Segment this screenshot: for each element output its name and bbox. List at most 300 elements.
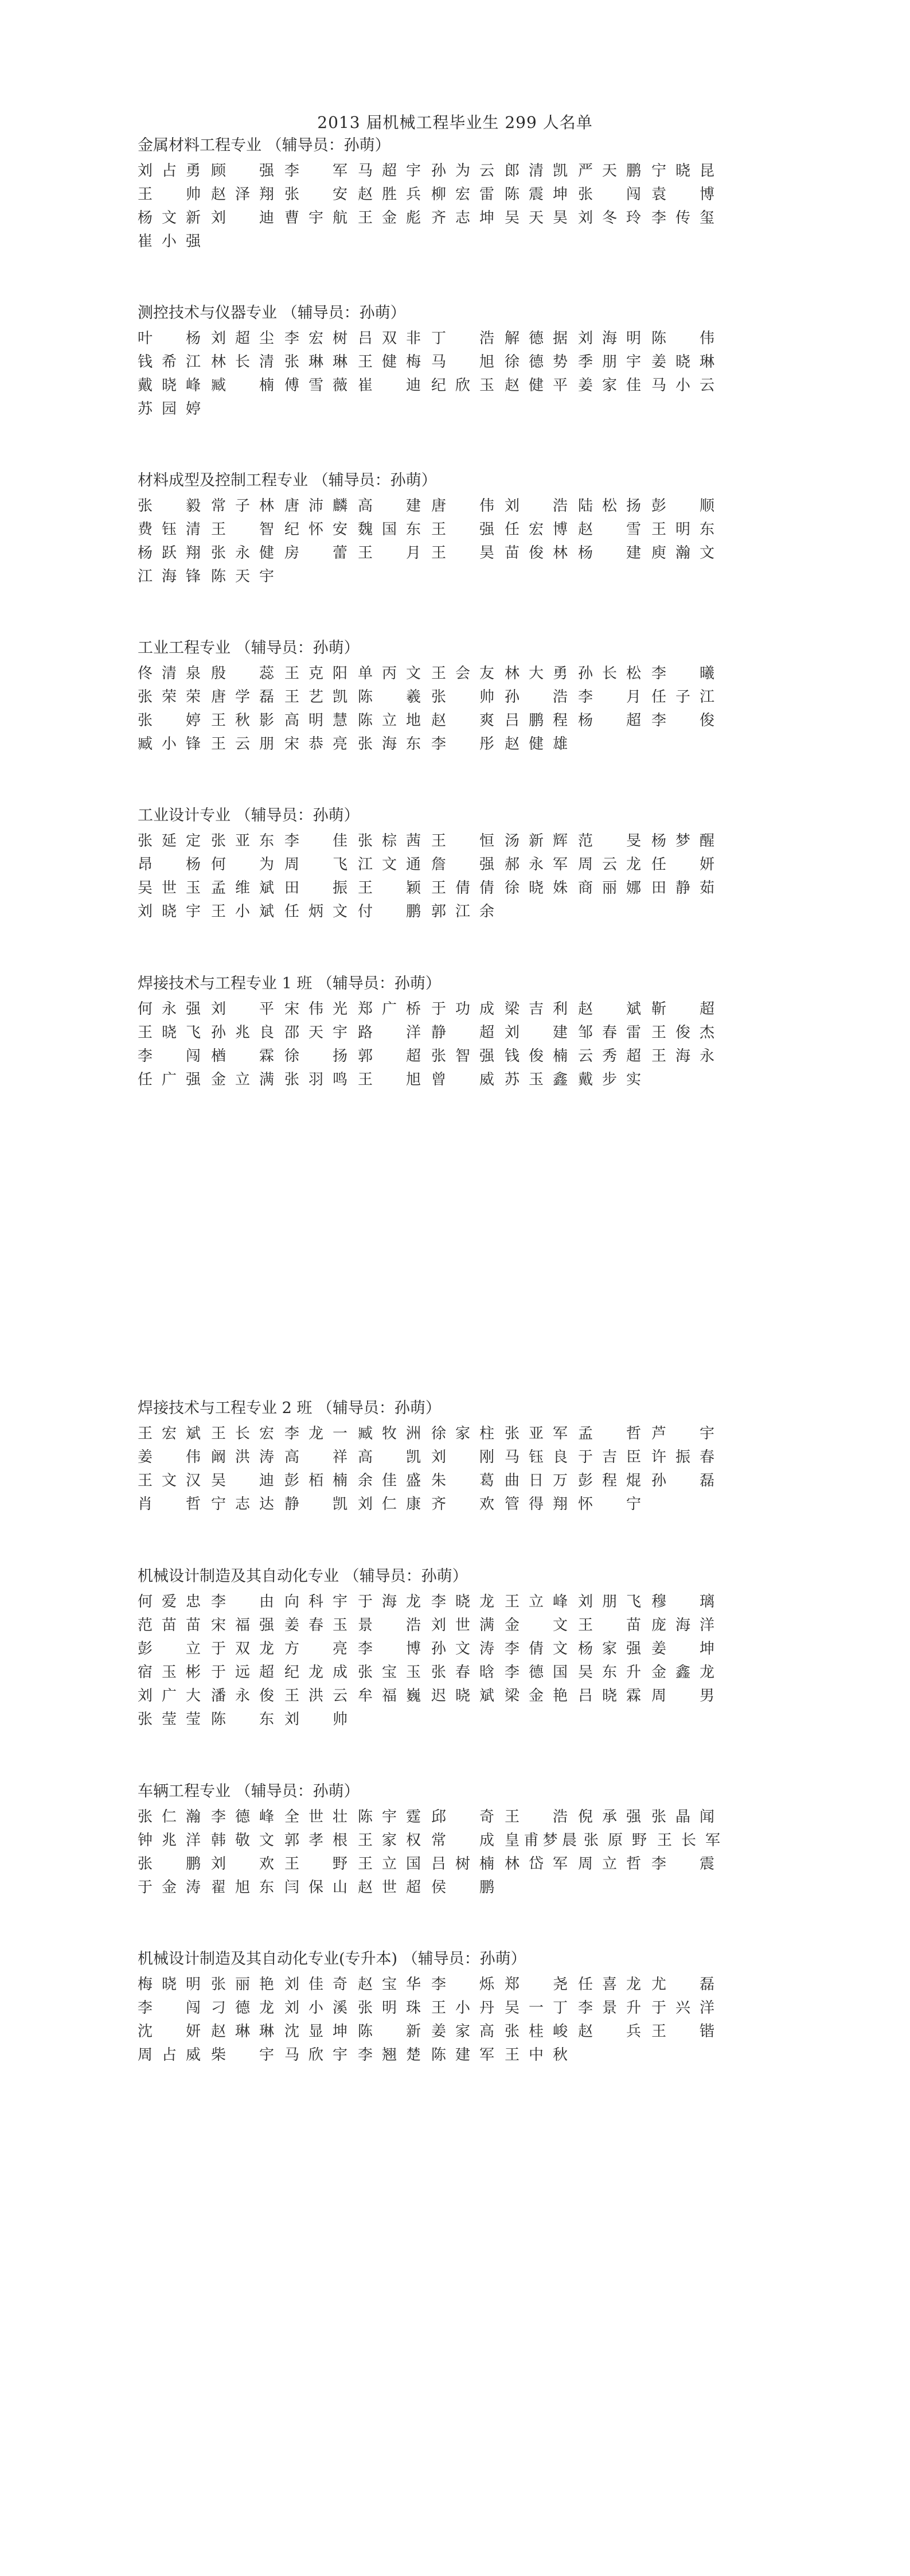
student-name: 高 凯: [358, 1448, 421, 1466]
student-name: 张明珠: [358, 1999, 421, 2017]
student-name: 张琳琳: [284, 353, 347, 371]
student-name: 刘 刚: [431, 1448, 494, 1466]
student-name: 孙长松: [578, 664, 641, 682]
student-name: 柳宏雷: [431, 185, 494, 203]
student-name: 王克阳: [284, 664, 347, 682]
student-name: 钟兆洋: [138, 1831, 201, 1849]
student-name: 向科宇: [284, 1593, 347, 1610]
student-name: 陈 羲: [358, 688, 421, 706]
name-row: [138, 1852, 900, 1875]
name-row: [138, 494, 900, 517]
student-name: 赵健平: [505, 376, 568, 394]
student-name: 张宝玉: [358, 1663, 421, 1681]
student-name: 金 文: [505, 1616, 568, 1634]
student-name: 唐 伟: [431, 497, 494, 515]
student-name: 孙文涛: [431, 1640, 494, 1657]
name-row: [138, 229, 900, 253]
student-name: 钱希江: [138, 353, 201, 371]
student-name: 吴世玉: [138, 879, 201, 897]
student-name: 王中秋: [505, 2046, 568, 2064]
student-name: 宁志达: [211, 1495, 274, 1513]
student-name: 邵天宇: [284, 1024, 347, 1041]
student-name: 张莹莹: [138, 1710, 201, 1728]
student-name: 刘 平: [211, 1000, 274, 1018]
student-name: 王 苗: [578, 1616, 641, 1634]
student-name: 张桂峻: [505, 2022, 568, 2040]
student-name: 郑广桥: [358, 1000, 421, 1018]
student-name: 王 野: [284, 1855, 347, 1873]
student-name: 金鑫龙: [651, 1663, 714, 1681]
student-name: 李 彤: [431, 735, 494, 753]
student-name: 马钰良: [505, 1448, 568, 1466]
student-name: 芦 宇: [651, 1425, 714, 1442]
student-name: 陈 新: [358, 2022, 421, 2040]
student-name: 刘 建: [505, 1024, 568, 1041]
name-row: [138, 685, 900, 709]
student-name: 杨家强: [578, 1640, 641, 1657]
student-name: 刘 欢: [211, 1855, 274, 1873]
student-name: 于海龙: [358, 1593, 421, 1610]
name-row: [138, 1828, 900, 1852]
student-name: 牟福巍: [358, 1687, 421, 1705]
student-name: 何 为: [211, 855, 274, 873]
student-name: 于兴洋: [651, 1999, 714, 2017]
student-name: 于功成: [431, 1000, 494, 1018]
student-name: 江海锋: [138, 567, 201, 585]
student-name: 陈宇霆: [358, 1808, 421, 1826]
student-name: 曹宇航: [284, 209, 347, 227]
name-list: [138, 1590, 900, 1731]
student-name: 林长清: [211, 353, 274, 371]
student-name: 徐 扬: [284, 1047, 347, 1065]
student-name: 赵世超: [358, 1878, 421, 1896]
student-name: 郑 尧: [505, 1975, 568, 1993]
student-name: 钱俊楠: [505, 1047, 568, 1065]
name-row: [138, 997, 900, 1021]
student-name: 彭栢楠: [284, 1472, 347, 1489]
student-name: 房 蕾: [284, 544, 347, 562]
student-name: 高 祥: [284, 1448, 347, 1466]
student-name: 李 月: [578, 688, 641, 706]
student-name: 吴一丁: [505, 1999, 568, 2017]
student-name: 姜晓琳: [651, 353, 714, 371]
student-name: 马超宇: [358, 162, 421, 180]
student-name: 何永强: [138, 1000, 201, 1018]
name-section: [138, 1398, 900, 1516]
student-name: 刘冬玲: [578, 209, 641, 227]
student-name: 张 婷: [138, 711, 201, 729]
name-row: [138, 206, 900, 229]
student-name: 景 浩: [358, 1616, 421, 1634]
student-name: 张亚东: [211, 832, 274, 850]
student-name: 郎清凯: [505, 162, 568, 180]
student-name: 田 振: [284, 879, 347, 897]
name-row: [138, 397, 900, 421]
name-list: [138, 1422, 900, 1516]
student-name: 靳 超: [651, 1000, 714, 1018]
student-name: 朱 葛: [431, 1472, 494, 1489]
student-name: 孙 浩: [505, 688, 568, 706]
student-name: 张 鹏: [138, 1855, 201, 1873]
student-name: 孙 磊: [651, 1472, 714, 1489]
student-name: 陈建军: [431, 2046, 494, 2064]
name-row: [138, 182, 900, 206]
name-row: [138, 661, 900, 685]
student-name: 李晓龙: [431, 1593, 494, 1610]
student-name: 王 浩: [505, 1808, 568, 1826]
student-name: 邹春雷: [578, 1024, 641, 1041]
student-name: 苏园婷: [138, 400, 201, 418]
student-name: 刘广大: [138, 1687, 201, 1705]
student-name: 季朋宇: [578, 353, 641, 371]
student-name: 吕树楠: [431, 1855, 494, 1873]
student-name: 任 妍: [651, 855, 714, 873]
student-name: 王立国: [358, 1855, 421, 1873]
student-name: 侯 鹏: [431, 1878, 494, 1896]
student-name: 苗俊林: [505, 544, 568, 562]
student-name: 林岱军: [505, 1855, 568, 1873]
name-row: [138, 1613, 900, 1637]
student-name: 王 恒: [431, 832, 494, 850]
student-name: 齐 欢: [431, 1495, 494, 1513]
student-name: 张棕茜: [358, 832, 421, 850]
student-name: 王晓飞: [138, 1024, 201, 1041]
student-name: 赵泽翔: [211, 185, 274, 203]
student-name: 宋伟光: [284, 1000, 347, 1018]
student-name: 姜 伟: [138, 1448, 201, 1466]
student-name: 任炳文: [284, 902, 347, 920]
student-name: 臧 楠: [211, 376, 274, 394]
student-name: 梅晓明: [138, 1975, 201, 1993]
student-name: 王 强: [431, 520, 494, 538]
student-name: 戴晓峰: [138, 376, 201, 394]
student-name: 吕双非: [358, 329, 421, 347]
student-name: 王 颖: [358, 879, 421, 897]
student-name: 刘佳奇: [284, 1975, 347, 1993]
student-name: 云秀超: [578, 1047, 641, 1065]
name-list: [138, 661, 900, 756]
student-name: 王文汉: [138, 1472, 201, 1489]
student-name: 余佳盛: [358, 1472, 421, 1489]
student-name: 刘世满: [431, 1616, 494, 1634]
student-name: 张亚军: [505, 1425, 568, 1442]
student-name: 徐德势: [505, 353, 568, 371]
section-title: 测控技术与仪器专业 （辅导员：孙萌）: [138, 304, 406, 322]
student-name: 赵 雪: [578, 520, 641, 538]
student-name: 刘小溪: [284, 1999, 347, 2017]
student-name: 赵琳琳: [211, 2022, 274, 2040]
student-name: 傅雪薇: [284, 376, 347, 394]
name-row: [138, 1637, 900, 1660]
student-name: 詹 强: [431, 855, 494, 873]
student-name: 李德国: [505, 1663, 568, 1681]
student-name: 怀 宁: [578, 1495, 641, 1513]
student-name: 张原野: [584, 1831, 647, 1849]
student-name: 于金涛: [138, 1878, 201, 1896]
student-name: 赵 兵: [578, 2022, 641, 2040]
student-name: 邱 奇: [431, 1808, 494, 1826]
student-name: 高明慧: [284, 711, 347, 729]
name-row: [138, 1469, 900, 1492]
student-name: 崔 迪: [358, 376, 421, 394]
student-name: 李倩文: [505, 1640, 568, 1657]
section-title: 材料成型及控制工程专业 （辅导员：孙萌）: [138, 472, 437, 489]
student-name: 任喜龙: [578, 1975, 641, 1993]
student-name: 王俊杰: [651, 1024, 714, 1041]
student-name: 王长宏: [211, 1425, 274, 1442]
name-list: [138, 1972, 900, 2067]
student-name: 王 智: [211, 520, 274, 538]
student-name: 刘占勇: [138, 162, 201, 180]
name-list: [138, 1805, 900, 1899]
student-name: 路 洋: [358, 1024, 421, 1041]
name-row: [138, 1590, 900, 1613]
name-row: [138, 1805, 900, 1828]
student-name: 周 男: [651, 1687, 714, 1705]
student-name: 周 飞: [284, 855, 347, 873]
student-name: 彭 立: [138, 1640, 201, 1657]
student-name: 孙兆良: [211, 1024, 274, 1041]
section-title: 工业工程专业 （辅导员：孙萌）: [138, 639, 360, 657]
name-list: [138, 494, 900, 588]
student-name: 李 震: [651, 1855, 714, 1873]
student-name: 周立哲: [578, 1855, 641, 1873]
student-name: 王立峰: [505, 1593, 568, 1610]
name-section: [138, 1566, 900, 1731]
student-name: 倪承强: [578, 1808, 641, 1826]
student-name: 王金彪: [358, 209, 421, 227]
student-name: 孙为云: [431, 162, 494, 180]
student-name: 周占威: [138, 2046, 201, 2064]
section-title: 车辆工程专业 （辅导员：孙萌）: [138, 1783, 360, 1800]
student-name: 张丽艳: [211, 1975, 274, 1993]
student-name: 戴步实: [578, 1071, 641, 1088]
student-name: 丁 浩: [431, 329, 494, 347]
student-name: 穆 璃: [651, 1593, 714, 1610]
section-title: 机械设计制造及其自动化专业(专升本) （辅导员：孙萌）: [138, 1950, 526, 1968]
name-row: [138, 829, 900, 853]
student-name: 李 佳: [284, 832, 347, 850]
student-name: 庞海洋: [651, 1616, 714, 1634]
student-name: 汤新辉: [505, 832, 568, 850]
student-name: 刘朋飞: [578, 1593, 641, 1610]
student-name: 于双龙: [211, 1640, 274, 1657]
name-row: [138, 1875, 900, 1899]
student-name: 曾 威: [431, 1071, 494, 1088]
student-name: 于远超: [211, 1663, 274, 1681]
student-name: 张 安: [284, 185, 347, 203]
student-name: 孟 哲: [578, 1425, 641, 1442]
student-name: 姜家高: [431, 2022, 494, 2040]
student-name: 刘仁康: [358, 1495, 421, 1513]
student-name: 张荣荣: [138, 688, 201, 706]
student-name: 阚洪涛: [211, 1448, 274, 1466]
student-name: 赵 斌: [578, 1000, 641, 1018]
name-row: [138, 1684, 900, 1707]
student-name: 李翘楚: [358, 2046, 421, 2064]
student-name: 王小丹: [431, 1999, 494, 2017]
name-row: [138, 1996, 900, 2019]
name-list: [138, 829, 900, 923]
student-name: 张 毅: [138, 497, 201, 515]
student-name: 任子江: [651, 688, 714, 706]
student-name: 李传玺: [651, 209, 714, 227]
student-name: 张智强: [431, 1047, 494, 1065]
student-name: 李 闯: [138, 1999, 201, 2017]
student-name: 费钰清: [138, 520, 201, 538]
student-name: 王 锴: [651, 2022, 714, 2040]
student-name: 王长军: [657, 1831, 720, 1849]
student-name: 于吉臣: [578, 1448, 641, 1466]
name-row: [138, 1044, 900, 1068]
name-list: [138, 159, 900, 253]
student-name: 陈 东: [211, 1710, 274, 1728]
section-title: 金属材料工程专业 （辅导员：孙萌）: [138, 137, 390, 154]
student-name: 李景升: [578, 1999, 641, 2017]
name-row: [138, 1445, 900, 1469]
student-name: 静 凯: [284, 1495, 347, 1513]
student-name: 闫保山: [284, 1878, 347, 1896]
name-row: [138, 2043, 900, 2067]
student-name: 马 旭: [431, 353, 494, 371]
name-row: [138, 1972, 900, 1996]
student-name: 吴 迪: [211, 1472, 274, 1489]
student-name: 赵健雄: [505, 735, 568, 753]
student-name: 皇甫梦晨: [505, 1831, 577, 1849]
student-name: 郭孝根: [284, 1831, 347, 1849]
student-name: 张晶闻: [651, 1808, 714, 1826]
student-name: 王小斌: [211, 902, 274, 920]
student-name: 杨梦醒: [651, 832, 714, 850]
student-name: 马小云: [651, 376, 714, 394]
name-list: [138, 326, 900, 421]
name-row: [138, 565, 900, 588]
student-name: 叶 杨: [138, 329, 201, 347]
student-name: 彭 顺: [651, 497, 714, 515]
student-name: 商丽娜: [578, 879, 641, 897]
student-name: 孟维斌: [211, 879, 274, 897]
section-title: 工业设计专业 （辅导员：孙萌）: [138, 807, 360, 824]
student-name: 苏玉鑫: [505, 1071, 568, 1088]
student-name: 郭 超: [358, 1047, 421, 1065]
student-name: 唐沛麟: [284, 497, 347, 515]
student-name: 臧牧洲: [358, 1425, 421, 1442]
student-name: 肖 哲: [138, 1495, 201, 1513]
student-name: 庾瀚文: [651, 544, 714, 562]
student-name: 王家权: [358, 1831, 421, 1849]
name-row: [138, 159, 900, 182]
student-name: 尤 磊: [651, 1975, 714, 1993]
student-name: 徐家柱: [431, 1425, 494, 1442]
student-name: 齐志坤: [431, 209, 494, 227]
student-name: 王 昊: [431, 544, 494, 562]
student-name: 张延定: [138, 832, 201, 850]
name-row: [138, 900, 900, 923]
student-name: 任宏博: [505, 520, 568, 538]
student-name: 王 帅: [138, 185, 201, 203]
student-name: 吴天昊: [505, 209, 568, 227]
name-row: [138, 517, 900, 541]
student-name: 李 博: [358, 1640, 421, 1657]
student-name: 李 烁: [431, 1975, 494, 1993]
student-name: 田静茹: [651, 879, 714, 897]
name-row: [138, 1492, 900, 1516]
student-name: 金立满: [211, 1071, 274, 1088]
student-name: 郝永军: [505, 855, 568, 873]
student-name: 王海永: [651, 1047, 714, 1065]
student-name: 梁金艳: [505, 1687, 568, 1705]
name-section: [138, 303, 900, 421]
name-section: [138, 470, 900, 588]
name-section: [138, 1949, 900, 2067]
student-name: 赵宝华: [358, 1975, 421, 1993]
student-name: 陈震坤: [505, 185, 568, 203]
student-name: 常 成: [431, 1831, 494, 1849]
student-name: 范 旻: [578, 832, 641, 850]
student-name: 宿玉彬: [138, 1663, 201, 1681]
document-title: 2013 届机械工程毕业生 299 人名单: [317, 113, 593, 132]
student-name: 顾 强: [211, 162, 274, 180]
student-name: 王 月: [358, 544, 421, 562]
student-name: 李龙一: [284, 1425, 347, 1442]
student-name: 崔小强: [138, 232, 201, 250]
name-row: [138, 709, 900, 732]
student-name: 姜 坤: [651, 1640, 714, 1657]
student-name: 郭江余: [431, 902, 494, 920]
student-name: 姜春玉: [284, 1616, 347, 1634]
name-row: [138, 1660, 900, 1684]
student-name: 张 帅: [431, 688, 494, 706]
student-name: 吴东升: [578, 1663, 641, 1681]
student-name: 刘 浩: [505, 497, 568, 515]
student-name: 张海东: [358, 735, 421, 753]
section-title: 焊接技术与工程专业 2 班 （辅导员：孙萌）: [138, 1399, 441, 1417]
name-section: [138, 638, 900, 756]
student-name: 王秋影: [211, 711, 274, 729]
student-name: 王艺凯: [284, 688, 347, 706]
student-name: 解德据: [505, 329, 568, 347]
student-name: 杨跃翔: [138, 544, 201, 562]
student-name: 沈 妍: [138, 2022, 201, 2040]
student-name: 高 建: [358, 497, 421, 515]
student-name: 李 俊: [651, 711, 714, 729]
student-name: 张仁瀚: [138, 1808, 201, 1826]
student-name: 刘 帅: [284, 1710, 347, 1728]
student-name: 宁晓昆: [651, 162, 714, 180]
student-name: 赵胜兵: [358, 185, 421, 203]
student-name: 陈立地: [358, 711, 421, 729]
student-name: 李宏树: [284, 329, 347, 347]
name-row: [138, 541, 900, 565]
student-name: 唐学磊: [211, 688, 274, 706]
student-name: 王明东: [651, 520, 714, 538]
student-name: 柴 宇: [211, 2046, 274, 2064]
student-name: 陈天宇: [211, 567, 274, 585]
student-name: 梁吉利: [505, 1000, 568, 1018]
student-name: 刘晓宇: [138, 902, 201, 920]
name-row: [138, 1422, 900, 1445]
student-name: 曲日万: [505, 1472, 568, 1489]
name-row: [138, 373, 900, 397]
student-name: 彭程焜: [578, 1472, 641, 1489]
student-name: 杨文新: [138, 209, 201, 227]
student-name: 臧小锋: [138, 735, 201, 753]
student-name: 李德峰: [211, 1808, 274, 1826]
student-name: 纪怀安: [284, 520, 347, 538]
name-row: [138, 1021, 900, 1044]
student-name: 刘 迪: [211, 209, 274, 227]
student-name: 刘海明: [578, 329, 641, 347]
